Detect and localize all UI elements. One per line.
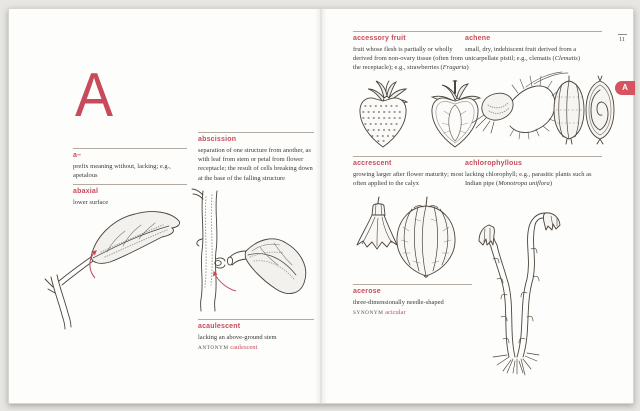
entry-accessory-fruit: [353, 31, 472, 73]
cross-reference-line: [353, 309, 472, 317]
abscission-twig-illustration: [190, 187, 322, 313]
inflated-calyx: [397, 197, 455, 277]
entry-abaxial: [73, 184, 187, 207]
root-cluster: [493, 353, 539, 375]
achenes-illustration: [466, 71, 616, 149]
page-number: 11: [619, 37, 625, 43]
abaxial-leaf-illustration: [35, 205, 187, 333]
entry-acerose: [353, 284, 472, 317]
page-number-block: [611, 34, 633, 43]
entry-definition: lower surface: [73, 198, 109, 206]
entry-definition: lacking an above-ground stem: [198, 333, 277, 341]
entry-accrescent: [353, 156, 472, 188]
book-spread: [8, 8, 634, 404]
entry-definition: growing larger after flower maturity; most often applied to the calyx: [353, 170, 464, 188]
entry-term: accessory fruit: [353, 35, 406, 42]
section-dropcap-letter: A: [75, 61, 114, 130]
species-name: Fragaria: [442, 64, 467, 72]
entry-a-prefix: [73, 148, 187, 180]
strawberry-whole: [360, 81, 407, 147]
left-stem: [479, 225, 515, 357]
species-name: Clematis: [554, 55, 578, 63]
page-number-rule: [618, 34, 627, 35]
entry-definition: separation of one structure from another, as with leaf from stem or petal from flower receptacle; the result of cells breaking down at the base of the falling structure: [198, 146, 313, 182]
achene-section: [586, 76, 614, 144]
entry-definition: small, dry, indehiscent fruit derived from a unicarpellate pistil; e.g., clematis (Clematis): [465, 45, 581, 63]
entry-term: acaulescent: [198, 323, 241, 330]
entry-term: achlorophyllous: [465, 160, 523, 167]
entry-term: abaxial: [73, 188, 99, 195]
entry-definition: fruit whose flesh is partially or wholly derived from non-ovary tissue (often from the receptacle); e.g., strawberries (Fragaria): [353, 45, 469, 72]
entry-term: achene: [465, 35, 491, 42]
entry-abscission: [198, 132, 314, 183]
xref-term: acicular: [385, 308, 406, 316]
entry-achlorophyllous: [465, 156, 602, 188]
flower: [357, 197, 397, 249]
indian-pipe-illustration: [473, 193, 599, 383]
entry-term: acerose: [353, 288, 381, 295]
species-name: Monotropa uniflora: [498, 180, 550, 188]
entry-achene: [465, 31, 602, 63]
cross-reference-line: [198, 344, 314, 352]
entry-term: accrescent: [353, 160, 392, 167]
clematis-achene: [472, 72, 568, 139]
entry-term: a–: [73, 152, 82, 159]
entry-term: abscission: [198, 136, 237, 143]
xref-label: ANTONYM: [198, 344, 229, 351]
entry-definition: lacking chlorophyll; e.g., parasitic plants such as Indian pipe (Monotropa uniflora): [465, 170, 592, 188]
accrescent-calyx-illustration: [351, 195, 489, 281]
entry-definition: three-dimensionally needle-shaped: [353, 298, 444, 306]
entry-acaulescent: [198, 319, 314, 352]
xref-label: SYNONYM: [353, 309, 384, 316]
section-thumb-tab: A: [615, 81, 635, 95]
xref-term: caulescent: [230, 343, 258, 351]
right-stem: [517, 213, 560, 357]
entry-definition: prefix meaning without, lacking; e.g., apetalous: [73, 162, 171, 180]
ribbed-achene: [554, 76, 584, 144]
